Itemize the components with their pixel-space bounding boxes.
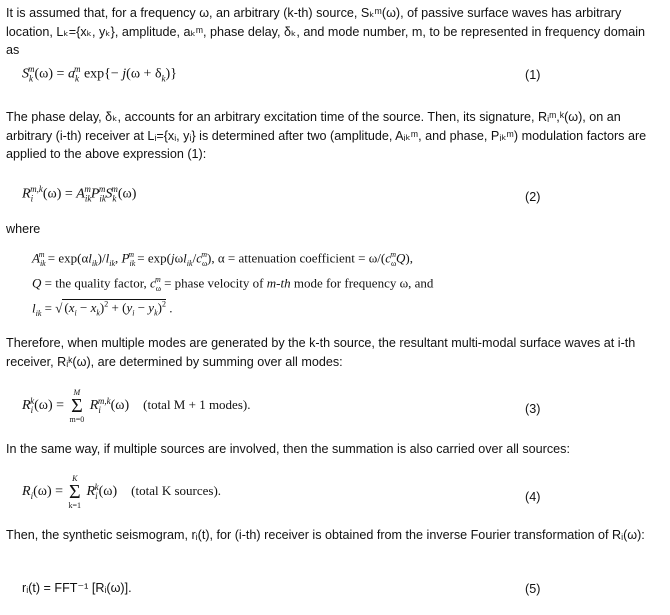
paragraph-multi-modal: Therefore, when multiple modes are generated by the k-th source, the resultant multi-modal surface waves at i-th receiver, Rᵢᵏ(ω), are determined by summing over all modes:	[6, 336, 636, 369]
equation-2: $R_i^{m,k}(\omega) = A_{ik}^mP_{ik}^mS_k^m(\omega)$	[22, 184, 137, 204]
equation-1-number: (1)	[525, 68, 541, 82]
equation-3-number: (3)	[525, 402, 541, 416]
paragraph-where: where	[6, 222, 41, 236]
equation-1: $S_k^m(\omega) = a_k^m$ $\exp\{- j(\omega + \delta_k)\}$	[22, 64, 177, 84]
equation-4-number: (4)	[525, 490, 541, 504]
paragraph-phase-delay: The phase delay, δₖ, accounts for an arbitrary excitation time of the source. Then, its signature, Rᵢᵐ,ᵏ(ω), on an arbitrary (i-th) receiver at Lᵢ={xᵢ, yᵢ} is determined after two (amplitude, Aᵢₖᵐ, and phase, Pᵢₖᵐ) modulation factors are applied to the above expression (1):	[6, 110, 647, 161]
paragraph-seismogram: Then, the synthetic seismogram, rᵢ(t), for (i-th) receiver is obtained from the inverse Fourier transformation of Rᵢ(ω):	[6, 528, 645, 542]
equation-5-number: (5)	[525, 582, 541, 596]
definition-line-2: Q = the quality factor, $c_\omega^m$ = phase velocity of m-th mode for frequency ω, and	[32, 275, 434, 293]
paragraph-multi-source: In the same way, if multiple sources are involved, then the summation is also carried over all sources:	[6, 442, 570, 456]
equation-5: rᵢ(t) = FFT⁻¹ [Rᵢ(ω)].	[22, 581, 132, 595]
paragraph-intro: It is assumed that, for a frequency ω, an arbitrary (k-th) source, Sₖᵐ(ω), of passive surface waves has arbitrary location, Lₖ={xₖ, yₖ}, amplitude, aₖᵐ, phase delay, δₖ, and mode number, m, to be represented in frequency domain as	[6, 6, 646, 57]
equation-2-number: (2)	[525, 190, 541, 204]
equation-3: $R_i^k(\omega)$ = M Σ m=0 $R_i^{m,k}(\omega)$ (total M + 1 modes).	[22, 388, 251, 424]
definition-line-1: $A_{ik}^m = \exp(\alpha l_{ik})/l_{ik}$, $P_{ik}^m = \exp(j\omega l_{ik}/c_\omega^m)$, α = attenuation coefficient = $\omega/(c_\omega^mQ)$,	[32, 250, 413, 268]
equation-4: $R_i(\omega)$ = K Σ k=1 $R_i^k(\omega)$ (total K sources).	[22, 474, 222, 510]
definition-line-3: $l_{ik}$ = √ $(x_i - x_k)^2 + (y_i - y_k)^2$ .	[32, 300, 173, 318]
